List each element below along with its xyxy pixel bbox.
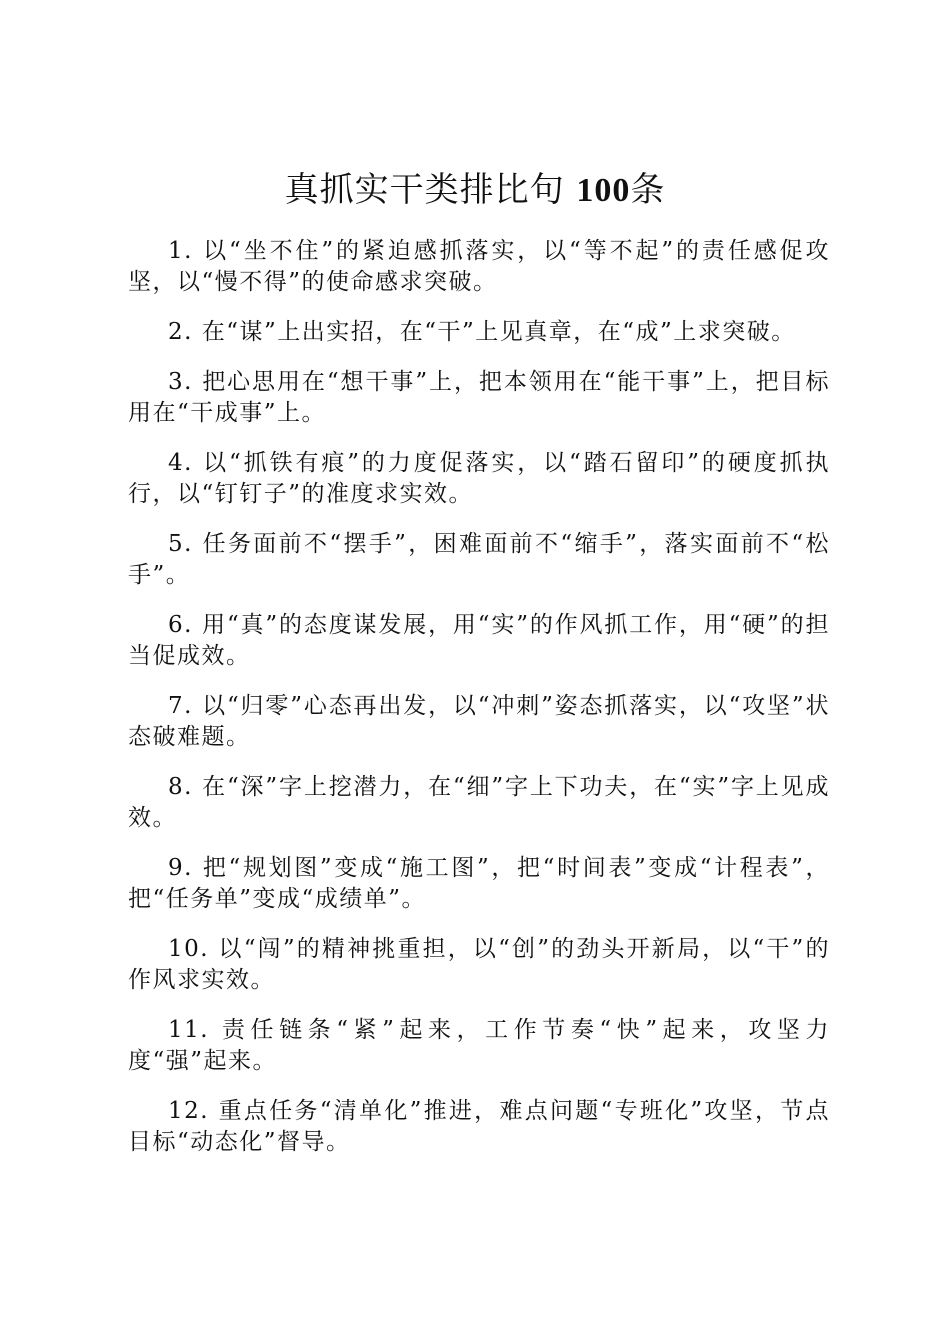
document-title bbox=[0, 170, 950, 211]
list-item: 1. 以“坐不住”的紧迫感抓落实，以“等不起”的责任感促攻坚，以“慢不得”的使命感求突破。 bbox=[128, 238, 830, 295]
list-item: 5. 任务面前不“摆手”，困难面前不“缩手”，落实面前不“松手”。 bbox=[128, 531, 830, 588]
title-suffix: 条 bbox=[630, 170, 666, 210]
title-text: 真抓实干类排比句 bbox=[284, 170, 565, 210]
list-item: 12. 重点任务“清单化”推进，难点问题“专班化”攻坚，节点目标“动态化”督导。 bbox=[128, 1098, 830, 1155]
list-item: 2. 在“谋”上出实招，在“干”上见真章，在“成”上求突破。 bbox=[168, 319, 796, 345]
title-number: 100 bbox=[576, 172, 631, 209]
list-item: 3. 把心思用在“想干事”上，把本领用在“能干事”上，把目标用在“干成事”上。 bbox=[128, 369, 830, 426]
list-item: 9. 把“规划图”变成“施工图”，把“时间表”变成“计程表”，把“任务单”变成“成绩单”。 bbox=[128, 855, 830, 912]
list-item: 11. 责任链条“紧”起来，工作节奏“快”起来，攻坚力度“强”起来。 bbox=[128, 1017, 830, 1074]
list-item: 7. 以“归零”心态再出发，以“冲刺”姿态抓落实，以“攻坚”状态破难题。 bbox=[128, 693, 830, 750]
list-item: 6. 用“真”的态度谋发展，用“实”的作风抓工作，用“硬”的担当促成效。 bbox=[128, 612, 830, 669]
sentence-list bbox=[128, 236, 830, 1177]
list-item: 4. 以“抓铁有痕”的力度促落实，以“踏石留印”的硬度抓执行，以“钉钉子”的准度求实效。 bbox=[128, 450, 830, 507]
list-item: 10. 以“闯”的精神挑重担，以“创”的劲头开新局，以“干”的作风求实效。 bbox=[128, 936, 830, 993]
list-item: 8. 在“深”字上挖潜力，在“细”字上下功夫，在“实”字上见成效。 bbox=[128, 774, 830, 831]
